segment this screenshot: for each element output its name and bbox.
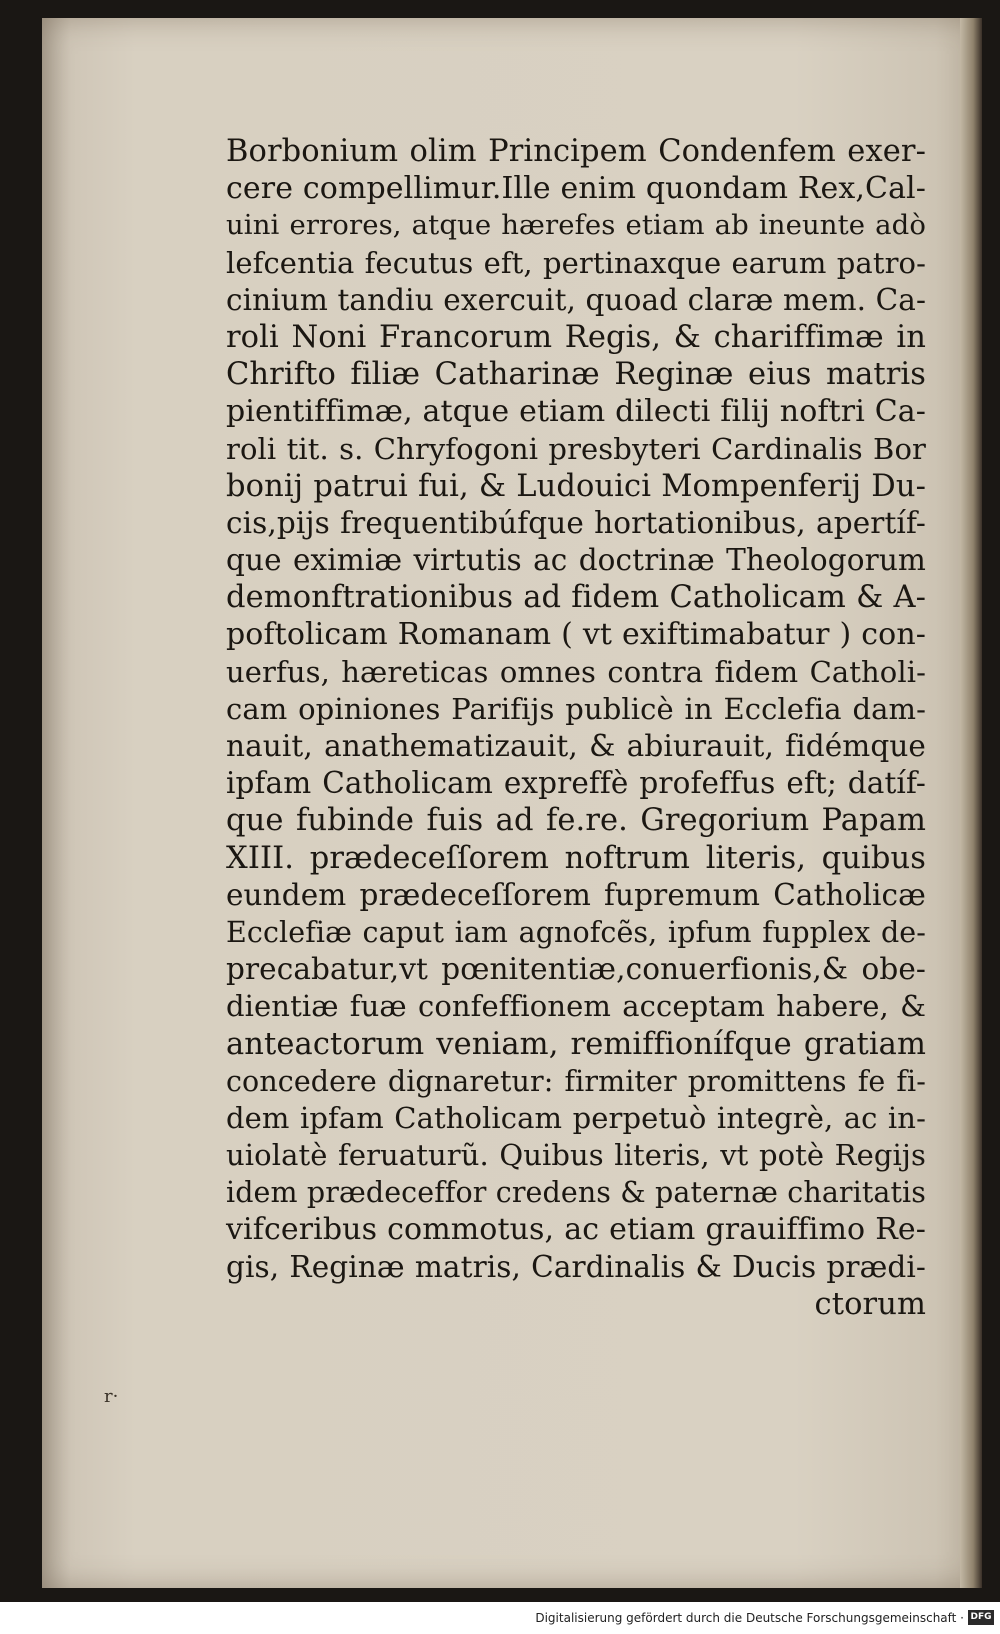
- text-line: eundem prædeceſſorem fupremum Catholicæ: [226, 877, 926, 912]
- text-line: Borbonium olim Principem Condenfem exer-: [226, 134, 926, 169]
- text-line: nauit, anathematizauit, & abiurauit, fidémque: [226, 729, 926, 763]
- text-line: anteactorum veniam, remiffionífque gratiam: [226, 1026, 926, 1062]
- text-line: cis,pijs frequentibúfque hortationibus, apertíf-: [226, 505, 926, 540]
- page-edge: [960, 18, 982, 1588]
- text-line: XIII. prædeceſſorem noftrum literis, quibus: [226, 840, 926, 876]
- text-line: bonij patrui fui, & Ludouici Mompenferij Du-: [226, 468, 926, 504]
- text-line: pientiffimæ, atque etiam dilecti filij noftri Ca-: [226, 394, 926, 430]
- text-line: cam opiniones Parifijs publicè in Ecclefia dam-: [226, 691, 926, 726]
- margin-mark: r·: [104, 1386, 119, 1407]
- dfg-logo: DFG: [968, 1610, 994, 1625]
- text-line: dientiæ fuæ confeffionem acceptam habere, &: [226, 989, 926, 1024]
- text-line: uerfus, hæreticas omnes contra fidem Catholi-: [226, 654, 926, 689]
- catchword: ctorum: [814, 1286, 926, 1322]
- text-line: gis, Reginæ matris, Cardinalis & Ducis prædi-: [226, 1249, 926, 1284]
- text-line: roli Noni Francorum Regis, & chariffimæ in: [226, 319, 926, 355]
- text-line: precabatur,vt pœnitentiæ,conuerfionis,& obe-: [226, 952, 926, 987]
- text-line: dem ipfam Catholicam perpetuò integrè, ac in-: [226, 1100, 926, 1135]
- page-text: [226, 133, 926, 1323]
- text-line: idem prædeceffor credens & paternæ charitatis: [226, 1176, 926, 1210]
- text-line: ipfam Catholicam expreffè profeffus eft; datíf-: [226, 766, 926, 801]
- text-line: cinium tandiu exercuit, quoad claræ mem. Ca-: [226, 282, 927, 317]
- footer-credit: Digitalisierung gefördert durch die Deutsche Forschungsgemeinschaft ·: [535, 1611, 964, 1625]
- text-line: roli tit. s. Chryfogoni presbyteri Cardinalis Bor: [226, 431, 926, 466]
- text-line: cere compellimur.Ille enim quondam Rex,Cal-: [226, 171, 926, 207]
- text-line: lefcentia fecutus eft, pertinaxque earum patro-: [226, 245, 926, 280]
- text-line: que fubinde fuis ad fe.re. Gregorium Papam: [226, 803, 926, 839]
- text-line: demonftrationibus ad fidem Catholicam & A-: [226, 580, 926, 616]
- text-line: que eximiæ virtutis ac doctrinæ Theologorum: [226, 543, 926, 578]
- text-line: Chrifto filiæ Catharinæ Reginæ eius matris: [226, 357, 926, 393]
- text-line: poftolicam Romanam ( vt exiftimabatur ) con-: [226, 617, 926, 653]
- text-line: uini errores, atque hærefes etiam ab ineunte adò: [226, 209, 926, 242]
- text-line: concedere dignaretur: firmiter promittens fe fi-: [226, 1064, 926, 1098]
- digitization-footer: [0, 1602, 1000, 1634]
- text-line: vifceribus commotus, ac etiam grauiffimo Re-: [226, 1212, 926, 1248]
- text-line: Ecclefiæ caput iam agnofcẽs, ipfum fupplex de-: [226, 915, 926, 949]
- text-line: uiolatè feruaturũ. Quibus literis, vt potè Regijs: [226, 1138, 926, 1173]
